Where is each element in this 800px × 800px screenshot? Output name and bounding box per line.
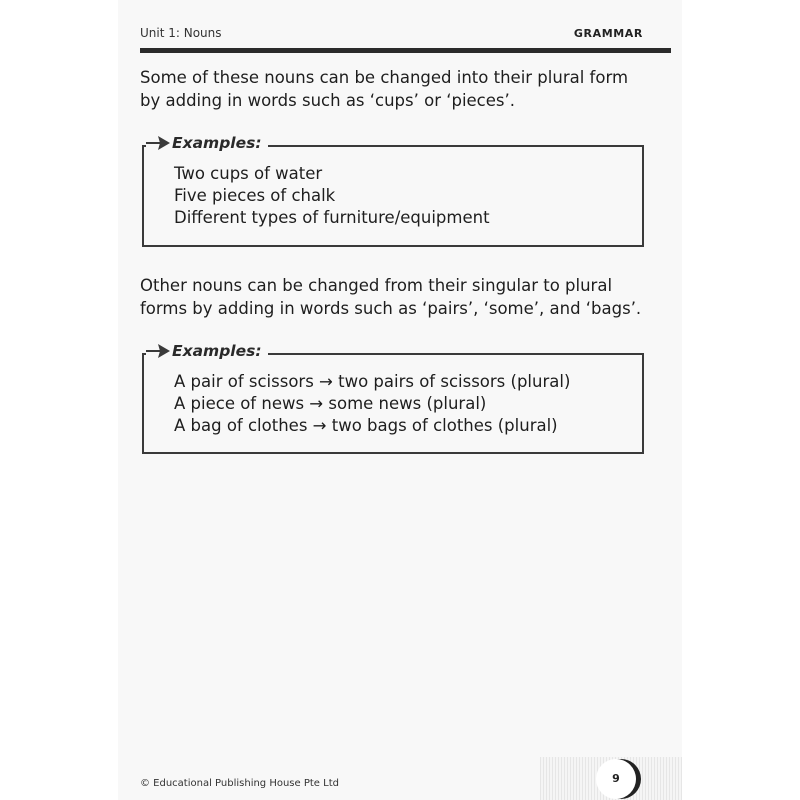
examples-box <box>142 342 644 454</box>
example-item: A piece of news → some news (plural) <box>174 394 487 413</box>
example-list <box>174 163 490 229</box>
example-item: A bag of clothes → two bags of clothes (plural) <box>174 416 558 435</box>
example-item: Different types of furniture/equipment <box>174 208 490 227</box>
second-paragraph <box>140 274 660 320</box>
paragraph-line: Other nouns can be changed from their singular to plural <box>140 276 613 295</box>
examples-box <box>142 134 644 247</box>
page-number-tab <box>540 757 682 800</box>
paragraph-line: by adding in words such as ‘cups’ or ‘pieces’. <box>140 91 515 110</box>
examples-label: Examples: <box>172 134 262 152</box>
examples-heading <box>146 134 268 152</box>
arrow-right-icon <box>146 135 172 151</box>
example-item: Two cups of water <box>174 164 323 183</box>
paragraph-line: forms by adding in words such as ‘pairs’, ‘some’, and ‘bags’. <box>140 299 642 318</box>
examples-label: Examples: <box>172 342 262 360</box>
example-list <box>174 371 570 437</box>
examples-heading <box>146 342 268 360</box>
example-item: A pair of scissors → two pairs of scissors (plural) <box>174 372 571 391</box>
paragraph-line: Some of these nouns can be changed into their plural form <box>140 68 629 87</box>
example-item: Five pieces of chalk <box>174 186 336 205</box>
section-label: GRAMMAR <box>573 27 643 40</box>
header-divider <box>140 48 671 53</box>
copyright-notice: © Educational Publishing House Pte Ltd <box>140 778 339 789</box>
arrow-right-icon <box>146 343 172 359</box>
unit-title: Unit 1: Nouns <box>140 26 222 40</box>
page-number: 9 <box>612 772 620 785</box>
intro-paragraph <box>140 66 660 112</box>
